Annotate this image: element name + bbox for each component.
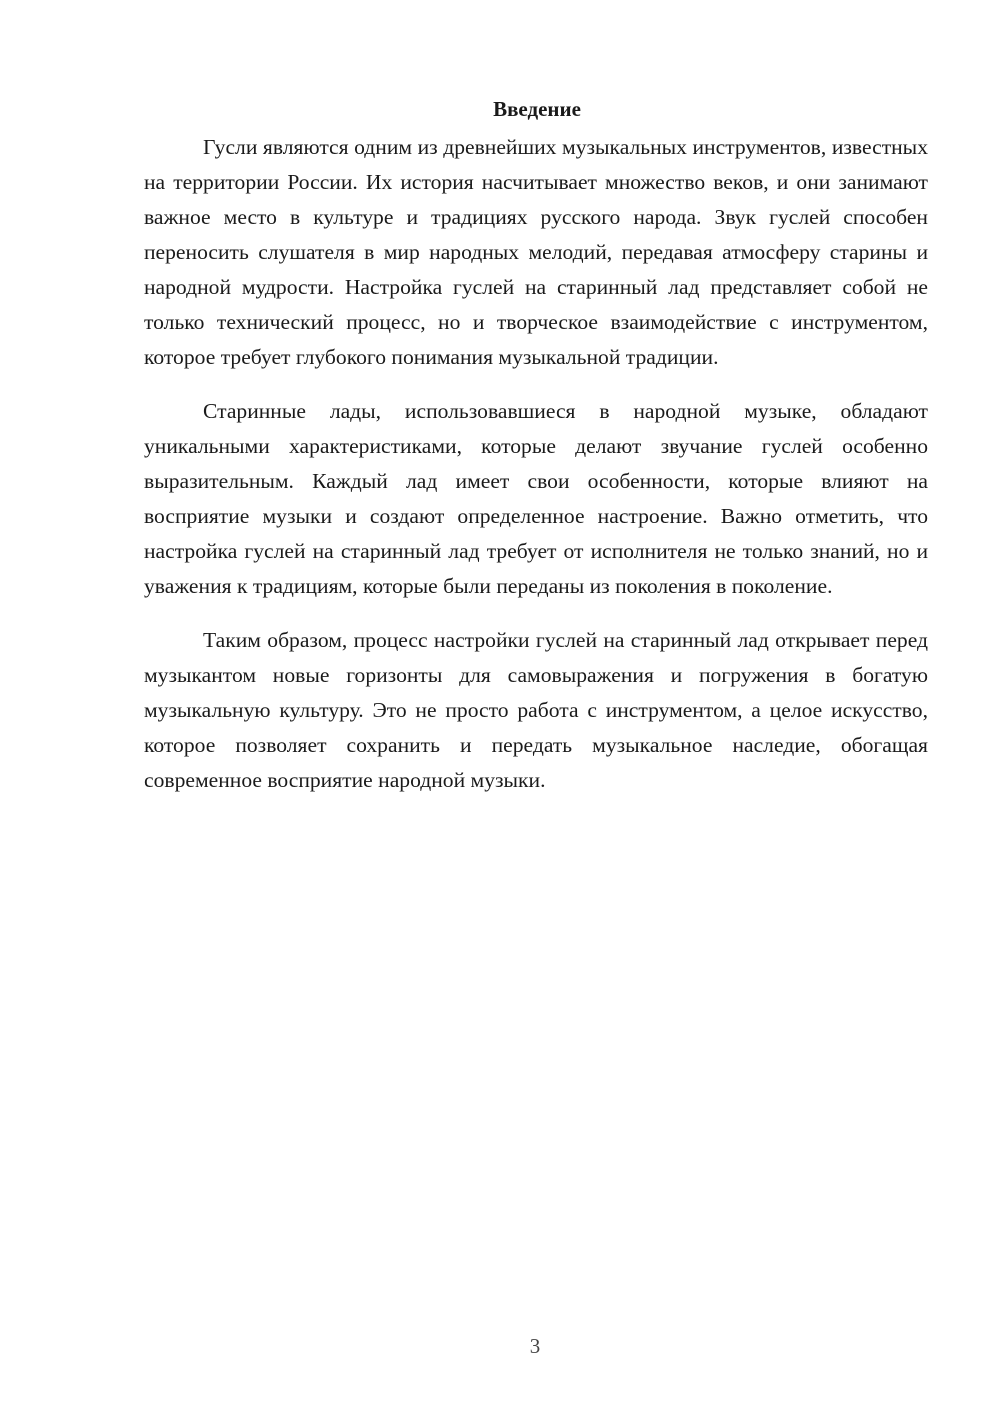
paragraph-2: Старинные лады, использовавшиеся в народной музыке, обладают уникальными характеристиками, которые делают звучание гуслей особенно выразительным. Каждый лад имеет свои особенности, которые влияют на восприятие музыки и создают определенное настроение. Важно отметить, что настройка гуслей на старинный лад требует от исполнителя не только знаний, но и уважения к традициям, которые были переданы из поколения в поколение. xyxy=(144,399,928,598)
paragraph-3: Таким образом, процесс настройки гуслей на старинный лад открывает перед музыкантом новые горизонты для самовыражения и погружения в богатую музыкальную культуру. Это не просто работа с инструментом, а целое искусство, которое позволяет сохранить и передать музыкальное наследие, обогащая современное восприятие народной музыки. xyxy=(144,628,928,792)
paragraph-1: Гусли являются одним из древнейших музыкальных инструментов, известных на территории России. Их история насчитывает множество веков, и они занимают важное место в культуре и традициях русского народа. Звук гуслей способен переносить слушателя в мир народных мелодий, передавая атмосферу старины и народной мудрости. Настройка гуслей на старинный лад представляет собой не только технический процесс, но и творческое взаимодействие с инструментом, которое требует глубокого понимания музыкальной традиции. xyxy=(144,135,928,369)
page-content xyxy=(144,92,928,817)
section-heading: Введение xyxy=(493,97,581,121)
page-number: 3 xyxy=(529,1334,541,1358)
